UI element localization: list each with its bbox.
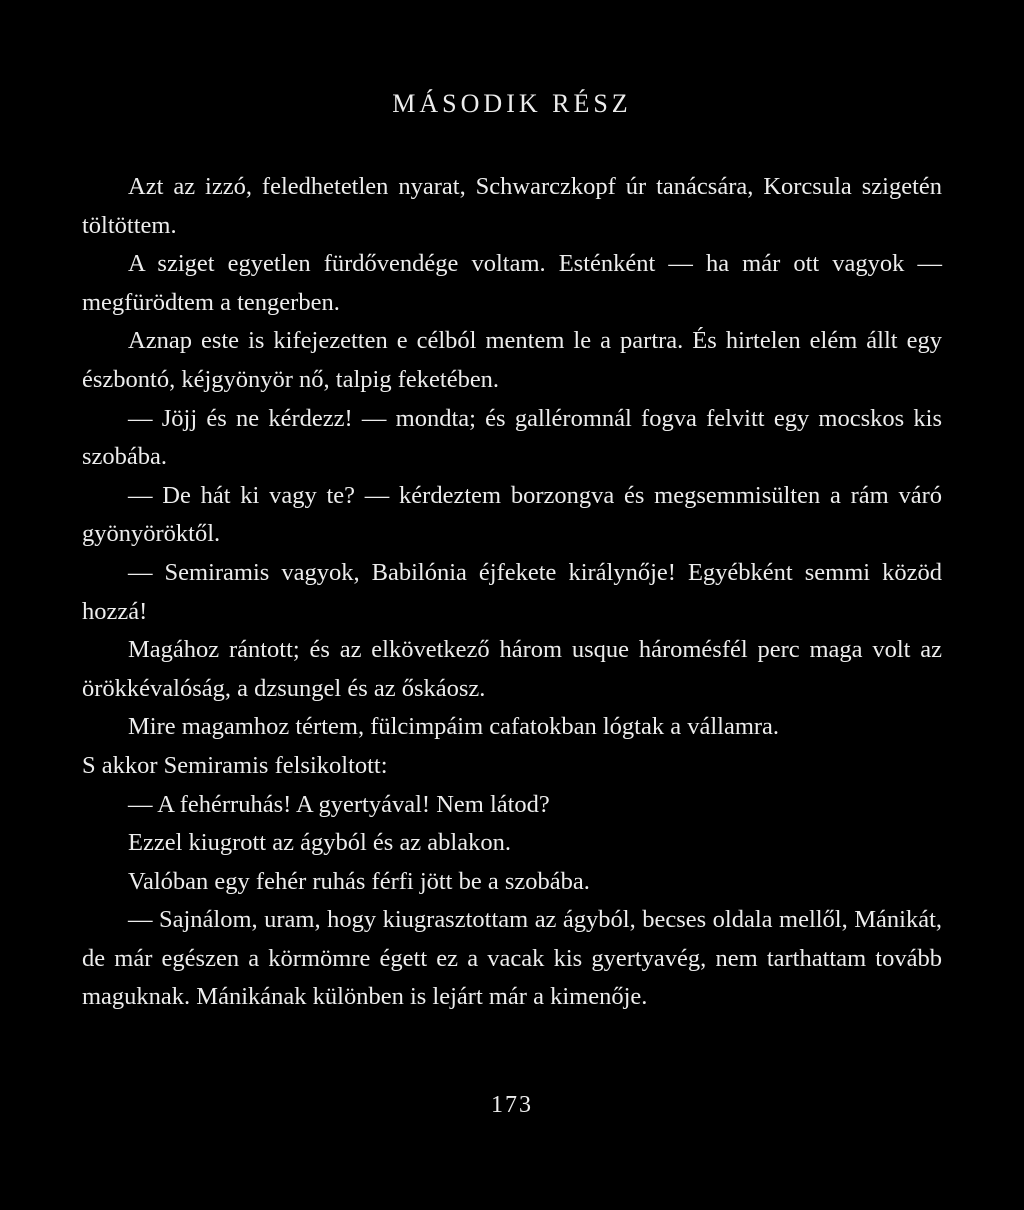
dialogue-paragraph: — De hát ki vagy te? — kérdeztem borzongva és megsemmisülten a rám váró gyönyöröktől. [82, 481, 942, 548]
paragraph: S akkor Semiramis felsikoltott: [82, 751, 388, 779]
paragraph: Ezzel kiugrott az ágyból és az ablakon. [128, 829, 511, 857]
paragraph: Mire magamhoz tértem, fülcimpáim cafatokban lógtak a vállamra. [128, 713, 780, 741]
paragraph: Azt az izzó, feledhetetlen nyarat, Schwarczkopf úr tanácsára, Korcsula szigetén töltöttem. [82, 173, 942, 239]
paragraph: Magához rántott; és az elkövetkező három usque háromésfél perc maga volt az örökkévalóság, a dzsungel és az őskáosz. [82, 636, 942, 702]
paragraph: Aznap este is kifejezetten e célból mentem le a partra. És hirtelen elém állt egy észbontó, kéjgyönyör nő, talpig feketében. [82, 327, 942, 393]
dialogue-paragraph: — A fehérruhás! A gyertyával! Nem látod? [128, 790, 550, 818]
paragraph: A sziget egyetlen fürdővendége voltam. Esténként — ha már ott vagyok — megfürödtem a tengerben. [82, 250, 942, 316]
dialogue-paragraph: — Semiramis vagyok, Babilónia éjfekete királynője! Egyébként semmi közöd hozzá! [82, 558, 942, 625]
dialogue-paragraph: — Jöjj és ne kérdezz! — mondta; és galléromnál fogva felvitt egy mocskos kis szobába. [82, 404, 942, 471]
page-number: 173 [491, 1092, 533, 1118]
chapter-title: MÁSODIK RÉSZ [392, 89, 632, 118]
dialogue-paragraph: — Sajnálom, uram, hogy kiugrasztottam az ágyból, becses oldala mellől, Mánikát, de már egészen a körmömre égett ez a vacak kis gyertyavég, nem tarthattam tovább maguknak. Mánikának különben is lejárt már a kimenője. [82, 906, 942, 1011]
paragraph: Valóban egy fehér ruhás férfi jött be a szobába. [128, 867, 590, 895]
body-text [82, 168, 942, 1017]
